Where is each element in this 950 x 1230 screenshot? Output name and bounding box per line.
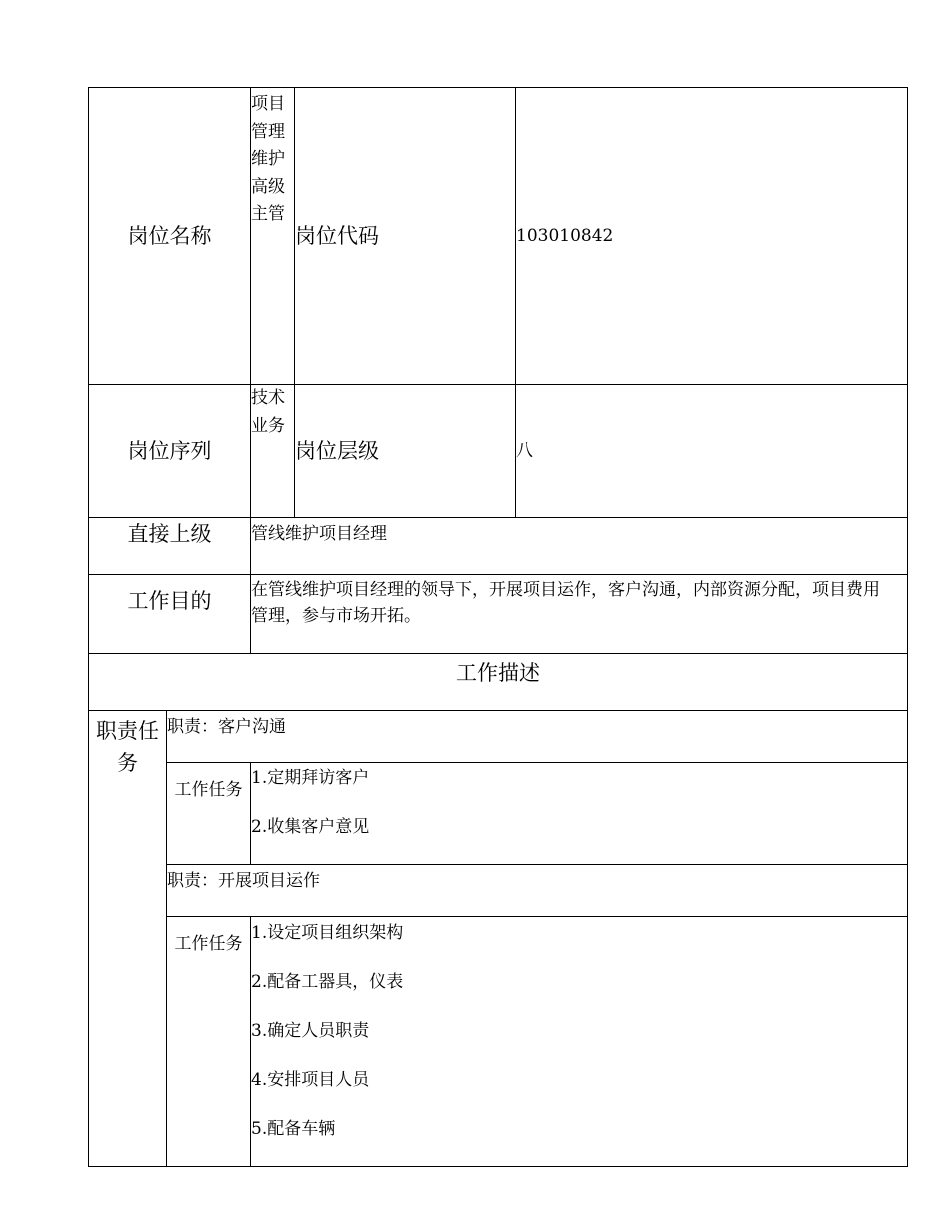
row-superior: [89, 518, 908, 575]
superior-label: 直接上级: [89, 518, 251, 575]
job-level-label: 岗位层级: [295, 385, 516, 518]
job-series-value: 技术业务: [251, 385, 295, 518]
purpose-value: 在管线维护项目经理的领导下，开展项目运作，客户沟通，内部资源分配，项目费用管理，参与市场开拓。: [251, 575, 908, 654]
responsibility-label: 职责任务: [89, 711, 167, 1167]
work-description-title: 工作描述: [89, 654, 908, 711]
task-list: [251, 917, 908, 1167]
task-list: [251, 763, 908, 865]
task-item: 2.配备工器具，仪表: [251, 972, 404, 992]
row-job-name: [89, 88, 908, 385]
duty-title: 职责：客户沟通: [167, 711, 908, 763]
job-name-label: 岗位名称: [89, 88, 251, 385]
row-duty-1: [89, 711, 908, 763]
task-item: 3.确定人员职责: [251, 1021, 370, 1041]
task-item: 5.配备车辆: [251, 1119, 336, 1139]
task-label: 工作任务: [167, 917, 251, 1167]
task-label: 工作任务: [167, 763, 251, 865]
task-item: 2.收集客户意见: [251, 817, 370, 837]
task-item: 4.安排项目人员: [251, 1070, 370, 1090]
task-item: 1.定期拜访客户: [251, 768, 370, 788]
row-purpose: [89, 575, 908, 654]
job-code-value: 103010842: [516, 88, 908, 385]
job-name-value: 项目管理维护高级主管: [251, 88, 295, 385]
job-series-label: 岗位序列: [89, 385, 251, 518]
row-description-header: [89, 654, 908, 711]
row-job-series: [89, 385, 908, 518]
job-description-table: [88, 87, 908, 1167]
job-level-value: 八: [516, 385, 908, 518]
superior-value: 管线维护项目经理: [251, 518, 908, 575]
task-item: 1.设定项目组织架构: [251, 923, 404, 943]
purpose-label: 工作目的: [89, 575, 251, 654]
duty-title: 职责：开展项目运作: [167, 865, 908, 917]
row-duty-2-tasks: [89, 917, 908, 1167]
job-code-label: 岗位代码: [295, 88, 516, 385]
row-duty-1-tasks: [89, 763, 908, 865]
row-duty-2: [89, 865, 908, 917]
